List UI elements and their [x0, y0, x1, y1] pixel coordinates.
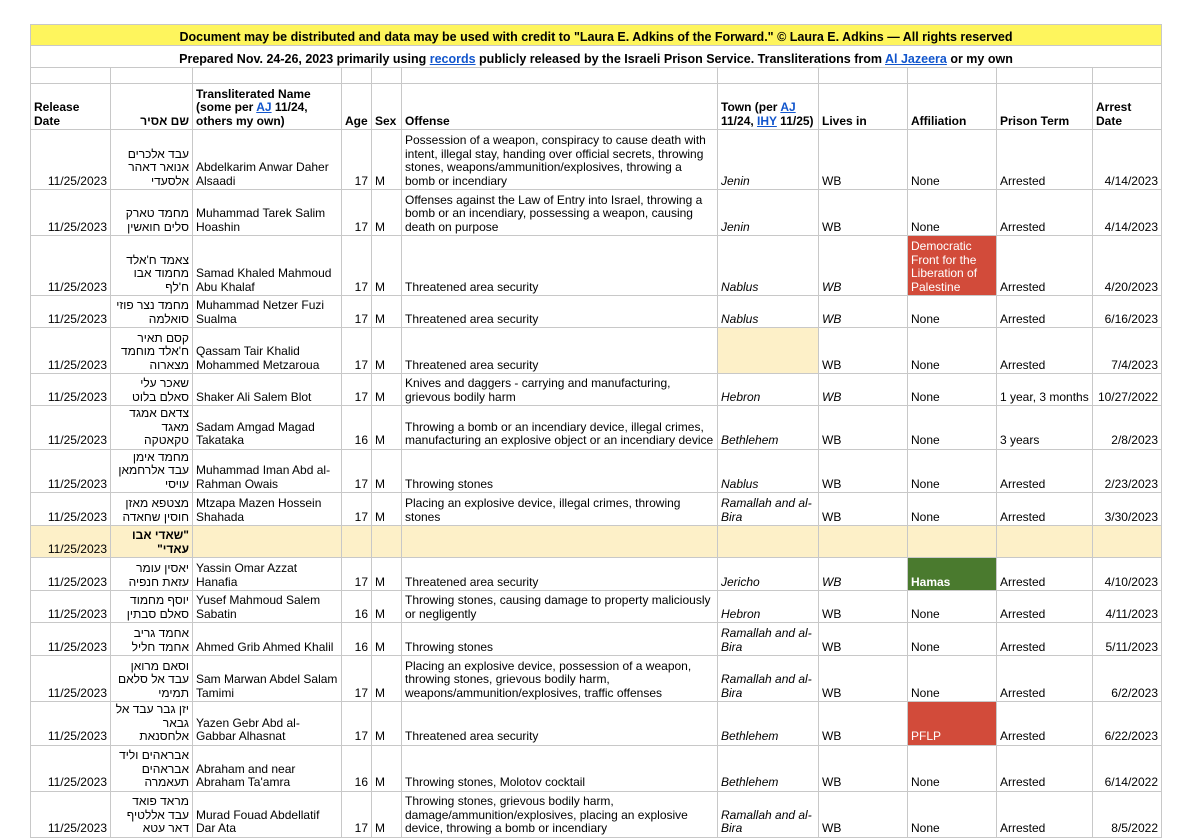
al-jazeera-link[interactable]: Al Jazeera [885, 51, 947, 66]
transliterated-name-cell: Shaker Ali Salem Blot [193, 374, 342, 406]
town-cell: Nablus [718, 449, 819, 493]
prepared-text-end: or my own [946, 51, 1013, 66]
transliterated-name-cell: Yusef Mahmoud Salem Sabatin [193, 591, 342, 623]
prison-term-cell: Arrested [997, 190, 1093, 236]
offense-cell: Placing an explosive device, possession of a weapon, throwing stones, grievous bodily harm, weapons/ammunition/explosives, traffic offenses [402, 656, 718, 702]
age-cell: 17 [342, 702, 372, 746]
lives-in-cell: WB [819, 374, 908, 406]
hebrew-name-cell: יזן גבר עבד אל גבאר אלחסנאת [111, 702, 193, 746]
transliterated-name-cell: Ahmed Grib Ahmed Khalil [193, 623, 342, 656]
town-cell: Jericho [718, 558, 819, 591]
offense-cell: Offenses against the Law of Entry into Israel, throwing a bomb or an incendiary, possessing a weapon, causing death on purpose [402, 190, 718, 236]
prison-term-cell: Arrested [997, 591, 1093, 623]
header-translit-line1: Transliterated Name [196, 86, 311, 101]
affiliation-cell: None [908, 591, 997, 623]
header-aj-link[interactable]: AJ [256, 100, 272, 114]
blank-cell [111, 68, 193, 84]
town-cell: Hebron [718, 591, 819, 623]
release-date-cell: 11/25/2023 [31, 406, 111, 450]
offense-cell: Threatened area security [402, 328, 718, 374]
transliterated-name-cell: Yazen Gebr Abd al-Gabbar Alhasnat [193, 702, 342, 746]
header-hebrew-name: שם אסיר [111, 84, 193, 130]
release-date-cell: 11/25/2023 [31, 493, 111, 526]
blank-cell [372, 68, 402, 84]
town-cell: Bethlehem [718, 406, 819, 450]
header-release-date: Release Date [31, 84, 111, 130]
header-age: Age [342, 84, 372, 130]
transliterated-name-cell [193, 526, 342, 558]
header-town-mid: 11/24, [721, 113, 758, 128]
lives-in-cell: WB [819, 702, 908, 746]
release-date-cell: 11/25/2023 [31, 791, 111, 837]
prison-term-cell: Arrested [997, 623, 1093, 656]
table-row [31, 449, 1162, 493]
offense-cell: Placing an explosive device, illegal crimes, throwing stones [402, 493, 718, 526]
table-row [31, 374, 1162, 406]
hebrew-name-cell: יוסף מחמוד סאלם סבתין [111, 591, 193, 623]
offense-cell: Threatened area security [402, 558, 718, 591]
age-cell: 17 [342, 493, 372, 526]
offense-cell: Throwing a bomb or an incendiary device, illegal crimes, manufacturing an explosive object or an incendiary device [402, 406, 718, 450]
sex-cell: M [372, 656, 402, 702]
header-town-aj-link[interactable]: AJ [780, 100, 796, 114]
table-row [31, 526, 1162, 558]
transliterated-name-cell: Muhammad Iman Abd al-Rahman Owais [193, 449, 342, 493]
transliterated-name-cell: Muhammad Netzer Fuzi Sualma [193, 296, 342, 328]
town-cell [718, 328, 819, 374]
sex-cell: M [372, 236, 402, 296]
arrest-date-cell: 5/11/2023 [1093, 623, 1162, 656]
header-town [718, 84, 819, 130]
blank-row [31, 68, 1162, 84]
release-date-cell: 11/25/2023 [31, 656, 111, 702]
hebrew-name-cell: "שאדי אבו עאדי" [111, 526, 193, 558]
release-date-cell: 11/25/2023 [31, 623, 111, 656]
hebrew-name-cell: מצטפא מאזן חוסין שחאדה [111, 493, 193, 526]
arrest-date-cell: 4/10/2023 [1093, 558, 1162, 591]
transliterated-name-cell: Sam Marwan Abdel Salam Tamimi [193, 656, 342, 702]
age-cell: 16 [342, 745, 372, 791]
arrest-date-cell: 4/14/2023 [1093, 190, 1162, 236]
lives-in-cell: WB [819, 190, 908, 236]
prepared-text-start: Prepared Nov. 24-26, 2023 primarily using [179, 51, 430, 66]
town-cell: Ramallah and al-Bira [718, 656, 819, 702]
hebrew-name-cell: אחמד גריב אחמד חליל [111, 623, 193, 656]
prepared-text-mid: publicly released by the Israeli Prison Service. Transliterations from [475, 51, 885, 66]
town-cell [718, 526, 819, 558]
lives-in-cell: WB [819, 296, 908, 328]
header-sex: Sex [372, 84, 402, 130]
town-cell: Nablus [718, 236, 819, 296]
sex-cell: M [372, 406, 402, 450]
table-row [31, 702, 1162, 746]
lives-in-cell: WB [819, 130, 908, 190]
header-prison-term: Prison Term [997, 84, 1093, 130]
prison-term-cell: Arrested [997, 449, 1093, 493]
header-lives-in: Lives in [819, 84, 908, 130]
header-arrest-date: Arrest Date [1093, 84, 1162, 130]
arrest-date-cell: 4/20/2023 [1093, 236, 1162, 296]
transliterated-name-cell: Abdelkarim Anwar Daher Alsaadi [193, 130, 342, 190]
prison-term-cell: Arrested [997, 745, 1093, 791]
hebrew-name-cell: קסם תאיר ח'אלד מוחמד מצארוה [111, 328, 193, 374]
release-date-cell: 11/25/2023 [31, 745, 111, 791]
transliterated-name-cell: Mtzapa Mazen Hossein Shahada [193, 493, 342, 526]
table-row [31, 190, 1162, 236]
prison-term-cell: Arrested [997, 296, 1093, 328]
offense-cell [402, 526, 718, 558]
affiliation-cell: None [908, 791, 997, 837]
lives-in-cell: WB [819, 328, 908, 374]
prisoner-rows [31, 130, 1162, 838]
age-cell: 17 [342, 328, 372, 374]
transliterated-name-cell: Samad Khaled Mahmoud Abu Khalaf [193, 236, 342, 296]
age-cell [342, 526, 372, 558]
arrest-date-cell: 7/4/2023 [1093, 328, 1162, 374]
lives-in-cell: WB [819, 591, 908, 623]
age-cell: 17 [342, 449, 372, 493]
header-offense: Offense [402, 84, 718, 130]
affiliation-cell: PFLP [908, 702, 997, 746]
table-row [31, 656, 1162, 702]
records-link[interactable]: records [429, 51, 476, 66]
arrest-date-cell: 6/16/2023 [1093, 296, 1162, 328]
hebrew-name-cell: עבד אלכרים אנואר דאהר אלסעדי [111, 130, 193, 190]
blank-cell [819, 68, 908, 84]
offense-cell: Throwing stones, Molotov cocktail [402, 745, 718, 791]
table-row [31, 296, 1162, 328]
sex-cell: M [372, 558, 402, 591]
age-cell: 17 [342, 374, 372, 406]
release-date-cell: 11/25/2023 [31, 190, 111, 236]
sex-cell: M [372, 745, 402, 791]
header-affiliation: Affiliation [908, 84, 997, 130]
release-date-cell: 11/25/2023 [31, 702, 111, 746]
release-date-cell: 11/25/2023 [31, 328, 111, 374]
sex-cell: M [372, 296, 402, 328]
blank-cell [718, 68, 819, 84]
prison-term-cell: Arrested [997, 493, 1093, 526]
hebrew-name-cell: אבראהים וליד אבראהים תעאמרה [111, 745, 193, 791]
credit-banner: Document may be distributed and data may be used with credit to "Laura E. Adkins of the Forward." © Laura E. Adkins — All rights reserved [31, 25, 1162, 46]
table-row [31, 623, 1162, 656]
age-cell: 16 [342, 623, 372, 656]
blank-cell [31, 68, 111, 84]
sex-cell: M [372, 623, 402, 656]
blank-cell [997, 68, 1093, 84]
transliterated-name-cell: Yassin Omar Azzat Hanafia [193, 558, 342, 591]
header-town-start: Town (per [721, 100, 781, 114]
lives-in-cell [819, 526, 908, 558]
header-town-end: 11/25) [776, 113, 814, 128]
prison-term-cell: Arrested [997, 702, 1093, 746]
affiliation-cell: None [908, 406, 997, 450]
offense-cell: Threatened area security [402, 702, 718, 746]
affiliation-cell: None [908, 745, 997, 791]
affiliation-cell: None [908, 190, 997, 236]
affiliation-cell: None [908, 374, 997, 406]
hebrew-name-cell: שאכר עלי סאלם בלוט [111, 374, 193, 406]
credit-banner-row [31, 25, 1162, 46]
age-cell: 17 [342, 190, 372, 236]
offense-cell: Throwing stones [402, 623, 718, 656]
lives-in-cell: WB [819, 406, 908, 450]
lives-in-cell: WB [819, 623, 908, 656]
age-cell: 17 [342, 656, 372, 702]
arrest-date-cell: 2/8/2023 [1093, 406, 1162, 450]
transliterated-name-cell: Sadam Amgad Magad Takataka [193, 406, 342, 450]
town-cell: Ramallah and al-Bira [718, 623, 819, 656]
affiliation-cell: None [908, 623, 997, 656]
table-row [31, 328, 1162, 374]
sex-cell: M [372, 791, 402, 837]
arrest-date-cell: 8/5/2022 [1093, 791, 1162, 837]
table-row [31, 591, 1162, 623]
arrest-date-cell: 4/14/2023 [1093, 130, 1162, 190]
table-row [31, 236, 1162, 296]
hebrew-name-cell: מחמד טארק סלים חואשין [111, 190, 193, 236]
sex-cell: M [372, 591, 402, 623]
town-cell: Ramallah and al-Bira [718, 493, 819, 526]
prison-term-cell: Arrested [997, 558, 1093, 591]
town-cell: Hebron [718, 374, 819, 406]
blank-cell [193, 68, 342, 84]
transliterated-name-cell: Abraham and near Abraham Ta'amra [193, 745, 342, 791]
sex-cell: M [372, 190, 402, 236]
lives-in-cell: WB [819, 449, 908, 493]
header-row [31, 84, 1162, 130]
table-row [31, 791, 1162, 837]
lives-in-cell: WB [819, 656, 908, 702]
table-row [31, 558, 1162, 591]
header-translit-line2-start: (some per [196, 100, 257, 114]
blank-cell [402, 68, 718, 84]
arrest-date-cell [1093, 526, 1162, 558]
transliterated-name-cell: Muhammad Tarek Salim Hoashin [193, 190, 342, 236]
offense-cell: Threatened area security [402, 236, 718, 296]
blank-cell [342, 68, 372, 84]
town-cell: Bethlehem [718, 702, 819, 746]
age-cell: 17 [342, 558, 372, 591]
hebrew-name-cell: מראד פואד עבד אללטיף דאר עטא [111, 791, 193, 837]
transliterated-name-cell: Murad Fouad Abdellatif Dar Ata [193, 791, 342, 837]
release-date-cell: 11/25/2023 [31, 558, 111, 591]
town-cell: Nablus [718, 296, 819, 328]
sex-cell: M [372, 130, 402, 190]
header-translit-line2-end: 11/24, [271, 100, 308, 114]
arrest-date-cell: 3/30/2023 [1093, 493, 1162, 526]
sex-cell: M [372, 374, 402, 406]
prison-term-cell: Arrested [997, 236, 1093, 296]
release-date-cell: 11/25/2023 [31, 374, 111, 406]
age-cell: 16 [342, 591, 372, 623]
release-date-cell: 11/25/2023 [31, 526, 111, 558]
town-cell: Bethlehem [718, 745, 819, 791]
spreadsheet-table [30, 24, 1162, 838]
arrest-date-cell: 10/27/2022 [1093, 374, 1162, 406]
town-cell: Jenin [718, 130, 819, 190]
blank-cell [1093, 68, 1162, 84]
arrest-date-cell: 4/11/2023 [1093, 591, 1162, 623]
lives-in-cell: WB [819, 791, 908, 837]
affiliation-cell: None [908, 328, 997, 374]
table-row [31, 745, 1162, 791]
blank-cell [908, 68, 997, 84]
arrest-date-cell: 6/2/2023 [1093, 656, 1162, 702]
prison-term-cell: 1 year, 3 months [997, 374, 1093, 406]
sex-cell [372, 526, 402, 558]
offense-cell: Throwing stones, causing damage to property maliciously or negligently [402, 591, 718, 623]
release-date-cell: 11/25/2023 [31, 130, 111, 190]
header-transliterated-name [193, 84, 342, 130]
offense-cell: Knives and daggers - carrying and manufacturing, grievous bodily harm [402, 374, 718, 406]
lives-in-cell: WB [819, 236, 908, 296]
affiliation-cell: None [908, 296, 997, 328]
table-row [31, 493, 1162, 526]
arrest-date-cell: 2/23/2023 [1093, 449, 1162, 493]
affiliation-cell: None [908, 656, 997, 702]
sex-cell: M [372, 328, 402, 374]
affiliation-cell: None [908, 449, 997, 493]
prison-term-cell [997, 526, 1093, 558]
sex-cell: M [372, 702, 402, 746]
offense-cell: Throwing stones [402, 449, 718, 493]
arrest-date-cell: 6/22/2023 [1093, 702, 1162, 746]
release-date-cell: 11/25/2023 [31, 296, 111, 328]
release-date-cell: 11/25/2023 [31, 449, 111, 493]
age-cell: 17 [342, 130, 372, 190]
age-cell: 16 [342, 406, 372, 450]
age-cell: 17 [342, 791, 372, 837]
release-date-cell: 11/25/2023 [31, 236, 111, 296]
affiliation-cell: Democratic Front for the Liberation of Palestine [908, 236, 997, 296]
town-cell: Ramallah and al-Bira [718, 791, 819, 837]
prison-term-cell: 3 years [997, 406, 1093, 450]
affiliation-cell: Hamas [908, 558, 997, 591]
header-ihy-link[interactable]: IHY [757, 113, 777, 128]
prepared-row [31, 46, 1162, 68]
transliterated-name-cell: Qassam Tair Khalid Mohammed Metzaroua [193, 328, 342, 374]
hebrew-name-cell: צאמד ח'אלד מחמוד אבו ח'לף [111, 236, 193, 296]
release-date-cell: 11/25/2023 [31, 591, 111, 623]
lives-in-cell: WB [819, 493, 908, 526]
hebrew-name-cell: מחמד נצר פוזי סואלמה [111, 296, 193, 328]
sex-cell: M [372, 449, 402, 493]
lives-in-cell: WB [819, 558, 908, 591]
offense-cell: Threatened area security [402, 296, 718, 328]
prison-term-cell: Arrested [997, 656, 1093, 702]
table-row [31, 130, 1162, 190]
affiliation-cell [908, 526, 997, 558]
sex-cell: M [372, 493, 402, 526]
prison-term-cell: Arrested [997, 791, 1093, 837]
hebrew-name-cell: יאסין עומר עזאת חנפיה [111, 558, 193, 591]
prepared-note [31, 46, 1162, 68]
arrest-date-cell: 6/14/2022 [1093, 745, 1162, 791]
age-cell: 17 [342, 296, 372, 328]
offense-cell: Throwing stones, grievous bodily harm, damage/ammunition/explosives, placing an explosive device, throwing a bomb or incendiary [402, 791, 718, 837]
prison-term-cell: Arrested [997, 328, 1093, 374]
hebrew-name-cell: צדאם אמגד מאגד טקאטקה [111, 406, 193, 450]
age-cell: 17 [342, 236, 372, 296]
table-row [31, 406, 1162, 450]
offense-cell: Possession of a weapon, conspiracy to cause death with intent, illegal stay, handing over official secrets, throwing stones, weapons/ammunition/explosives, throwing a bomb or incendiary [402, 130, 718, 190]
hebrew-name-cell: וסאם מרואן עבד אל סלאם תמימי [111, 656, 193, 702]
town-cell: Jenin [718, 190, 819, 236]
affiliation-cell: None [908, 493, 997, 526]
hebrew-name-cell: מחמד אימן עבד אלרחמאן עויסי [111, 449, 193, 493]
affiliation-cell: None [908, 130, 997, 190]
header-translit-line3: others my own) [196, 113, 285, 128]
lives-in-cell: WB [819, 745, 908, 791]
prison-term-cell: Arrested [997, 130, 1093, 190]
